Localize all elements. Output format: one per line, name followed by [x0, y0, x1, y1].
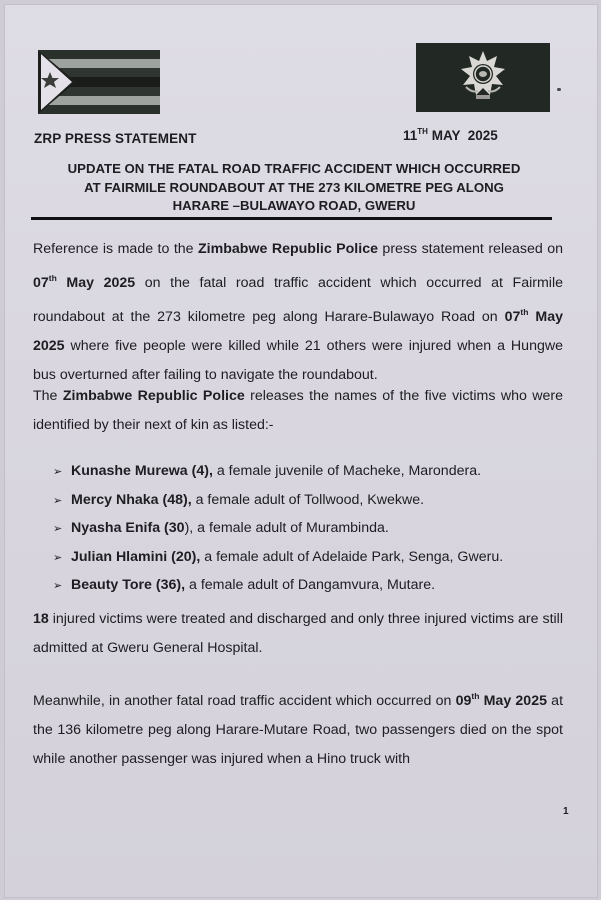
arrow-bullet-icon: ➢	[53, 580, 63, 592]
victims-list	[53, 457, 503, 600]
arrow-bullet-icon: ➢	[53, 494, 63, 507]
list-item	[53, 514, 503, 543]
date-suffix: TH	[417, 127, 428, 136]
text: injured victims were treated and discharged and only three injured victims are still admitted at Gweru General Hospital.	[33, 611, 563, 656]
paper-speck	[557, 88, 561, 91]
ordinal-suffix: th	[471, 691, 480, 701]
arrow-bullet-icon: ➢	[53, 523, 63, 535]
paragraph-injured	[33, 605, 563, 663]
victim-description: a female adult of Dangamvura, Mutare.	[185, 577, 436, 593]
victim-name: Kunashe Murewa (4),	[71, 463, 213, 479]
victim-description: a female adult of Tollwood, Kwekwe.	[191, 491, 425, 508]
victim-name: Mercy Nhaka (48),	[71, 491, 192, 508]
text: Meanwhile, in another fatal road traffic accident which occurred on	[33, 693, 456, 709]
bold-text: 07	[504, 309, 521, 325]
victim-name: Beauty Tore (36),	[71, 577, 186, 593]
title-line: AT FAIRMILE ROUNDABOUT AT THE 273 KILOMETRE PEG ALONG	[84, 179, 504, 195]
bold-text: May 2025	[33, 309, 563, 354]
paragraph-victims-intro	[33, 382, 563, 440]
bold-text: Zimbabwe Republic Police	[62, 388, 245, 404]
victim-description: ), a female adult of Murambinda.	[184, 520, 389, 536]
zimbabwe-flag-icon	[38, 50, 160, 114]
text: Reference is made to the	[33, 241, 198, 257]
ordinal-suffix: th	[520, 307, 529, 317]
list-item	[53, 486, 503, 515]
ordinal-suffix: th	[48, 273, 57, 283]
title-line: HARARE –BULAWAYO ROAD, GWERU	[172, 198, 416, 213]
list-item	[53, 543, 503, 572]
paragraph-second-accident	[33, 682, 563, 774]
statement-date	[403, 127, 498, 143]
text: press statement released on	[377, 241, 563, 257]
date-day: 11	[403, 128, 418, 143]
bold-text: 07	[33, 275, 49, 291]
statement-title	[27, 160, 561, 216]
text: at the 136 kilometre peg along Harare-Mutare Road, two passengers died on the spot while another passenger was injured when a Hino truck with	[33, 693, 564, 767]
bold-text: Zimbabwe Republic Police	[198, 241, 378, 257]
header-label: ZRP PRESS STATEMENT	[34, 131, 197, 146]
text: The	[33, 388, 63, 404]
bold-text: 18	[33, 611, 49, 627]
bold-text: 09	[455, 693, 472, 709]
paragraph-reference	[33, 235, 563, 390]
title-underline	[31, 217, 552, 220]
bold-text: May 2025	[479, 693, 547, 709]
arrow-bullet-icon: ➢	[53, 551, 63, 564]
text: where five people were killed while 21 others were injured when a Hungwe bus overturned after failing to navigate the roundabout.	[33, 338, 563, 383]
text: on the fatal road traffic accident which occurred at Fairmile roundabout at the 273 kilometre peg along Harare-Bulawayo Road on	[33, 275, 563, 325]
bold-text: May 2025	[56, 275, 136, 291]
document-page	[4, 4, 598, 898]
date-month-year: MAY 2025	[431, 128, 498, 143]
victim-description: a female adult of Adelaide Park, Senga, Gweru.	[200, 548, 504, 565]
victim-name: Nyasha Enifa (30	[71, 520, 185, 536]
victim-description: a female juvenile of Macheke, Marondera.	[212, 463, 482, 479]
list-item	[53, 457, 503, 486]
title-line: UPDATE ON THE FATAL ROAD TRAFFIC ACCIDENT WHICH OCCURRED	[67, 161, 521, 176]
victim-name: Julian Hlamini (20),	[71, 548, 201, 565]
zrp-police-emblem-icon	[416, 43, 550, 112]
list-item	[53, 571, 503, 600]
page-number: 1	[563, 806, 569, 817]
arrow-bullet-icon: ➢	[53, 466, 63, 478]
text: releases the names of the five victims who were identified by their next of kin as listed:-	[33, 388, 563, 433]
